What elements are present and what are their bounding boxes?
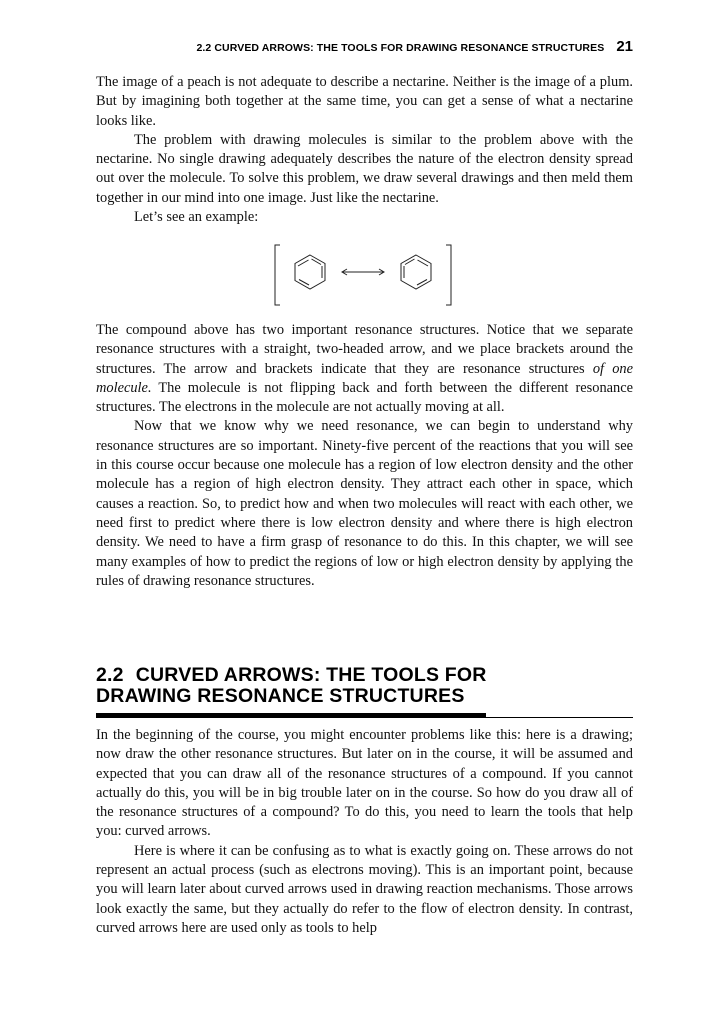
running-head [96,38,633,56]
paragraph-two-structures [96,321,633,417]
text-run: The molecule is not flipping back and forth between the different resonance structures. The electrons in the molecule are not actually moving at all. [96,379,633,416]
section-number: 2.2 [96,664,124,686]
paragraph-drawing-molecules: The problem with drawing molecules is similar to the problem above with the nectarine. No single drawing adequately describes the nature of the electron density spread out over the molecule. To solve this problem, we draw several drawings and then meld them together in our mind into one image. Just like the nectarine. [96,131,633,206]
page-number: 21 [616,38,633,55]
paragraph-example-lead: Let’s see an example: [134,209,259,226]
section-title-part1: CURVED ARROWS: THE TOOLS FOR [135,664,487,686]
text-run: The compound above has two important resonance structures. Notice that we separate resonance structures with a straight, two-headed arrow, and we place brackets around the structures. The arrow and brackets indicate that they are resonance structures [96,322,633,377]
left-bracket [275,245,280,305]
emphasis-one-molecule: of one molecule. [96,360,633,396]
benzene-left [295,255,325,289]
paragraph-peach-plum: The image of a peach is not adequate to describe a nectarine. Neither is the image of a plum. But by imagining both together at the same time, you can get a sense of what a nectarine looks like. [96,74,633,129]
benzene-right [401,255,431,289]
intro-text [96,73,633,227]
benzene-resonance-figure [270,242,456,308]
section-heading-line1 [96,665,636,686]
running-title: 2.2 CURVED ARROWS: THE TOOLS FOR DRAWING RESONANCE STRUCTURES [196,42,605,54]
section-title-part2: DRAWING RESONANCE STRUCTURES [96,685,465,707]
section-heading [96,665,636,707]
right-bracket [446,245,451,305]
section-body [96,726,633,938]
resonance-explanation [96,321,633,591]
paragraph-why-important: Now that we know why we need resonance, we can begin to understand why resonance structures are so important. Ninety-five percent of the reactions that you will see in this course occur because one molecule has a region of low electron density and the other molecule has a region of high electron density. They attract each other in space, which causes a reaction. So, to predict how and when two molecules will react with each other, we need first to predict where there is low electron density and where there is high electron density. We need to have a firm grasp of resonance to do this. In this chapter, we will see many examples of how to predict the regions of low or high electron density by applying the rules of drawing resonance structures. [96,418,633,589]
paragraph-learn-tools: In the beginning of the course, you might encounter problems like this: here is a drawing; now draw the other resonance structures. But later on in the course, it will be assumed and expected that you can draw all of the resonance structures of a compound. If you cannot actually do this, you will be in big trouble later on in the course. So how do you draw all of the resonance structures of a compound? To do this, you need to learn the tools that help you: curved arrows. [96,727,633,840]
paragraph-curved-arrows: Here is where it can be confusing as to what is exactly going on. These arrows do not represent an actual process (such as electrons moving). This is an important point, because you will learn later about curved arrows used in drawing reaction mechanisms. Those arrows look exactly the same, but they actually do refer to the flow of electron density. In contrast, curved arrows here are used only as tools to help [96,842,633,936]
double-headed-arrow [342,269,384,275]
heading-thin-rule [96,717,633,718]
